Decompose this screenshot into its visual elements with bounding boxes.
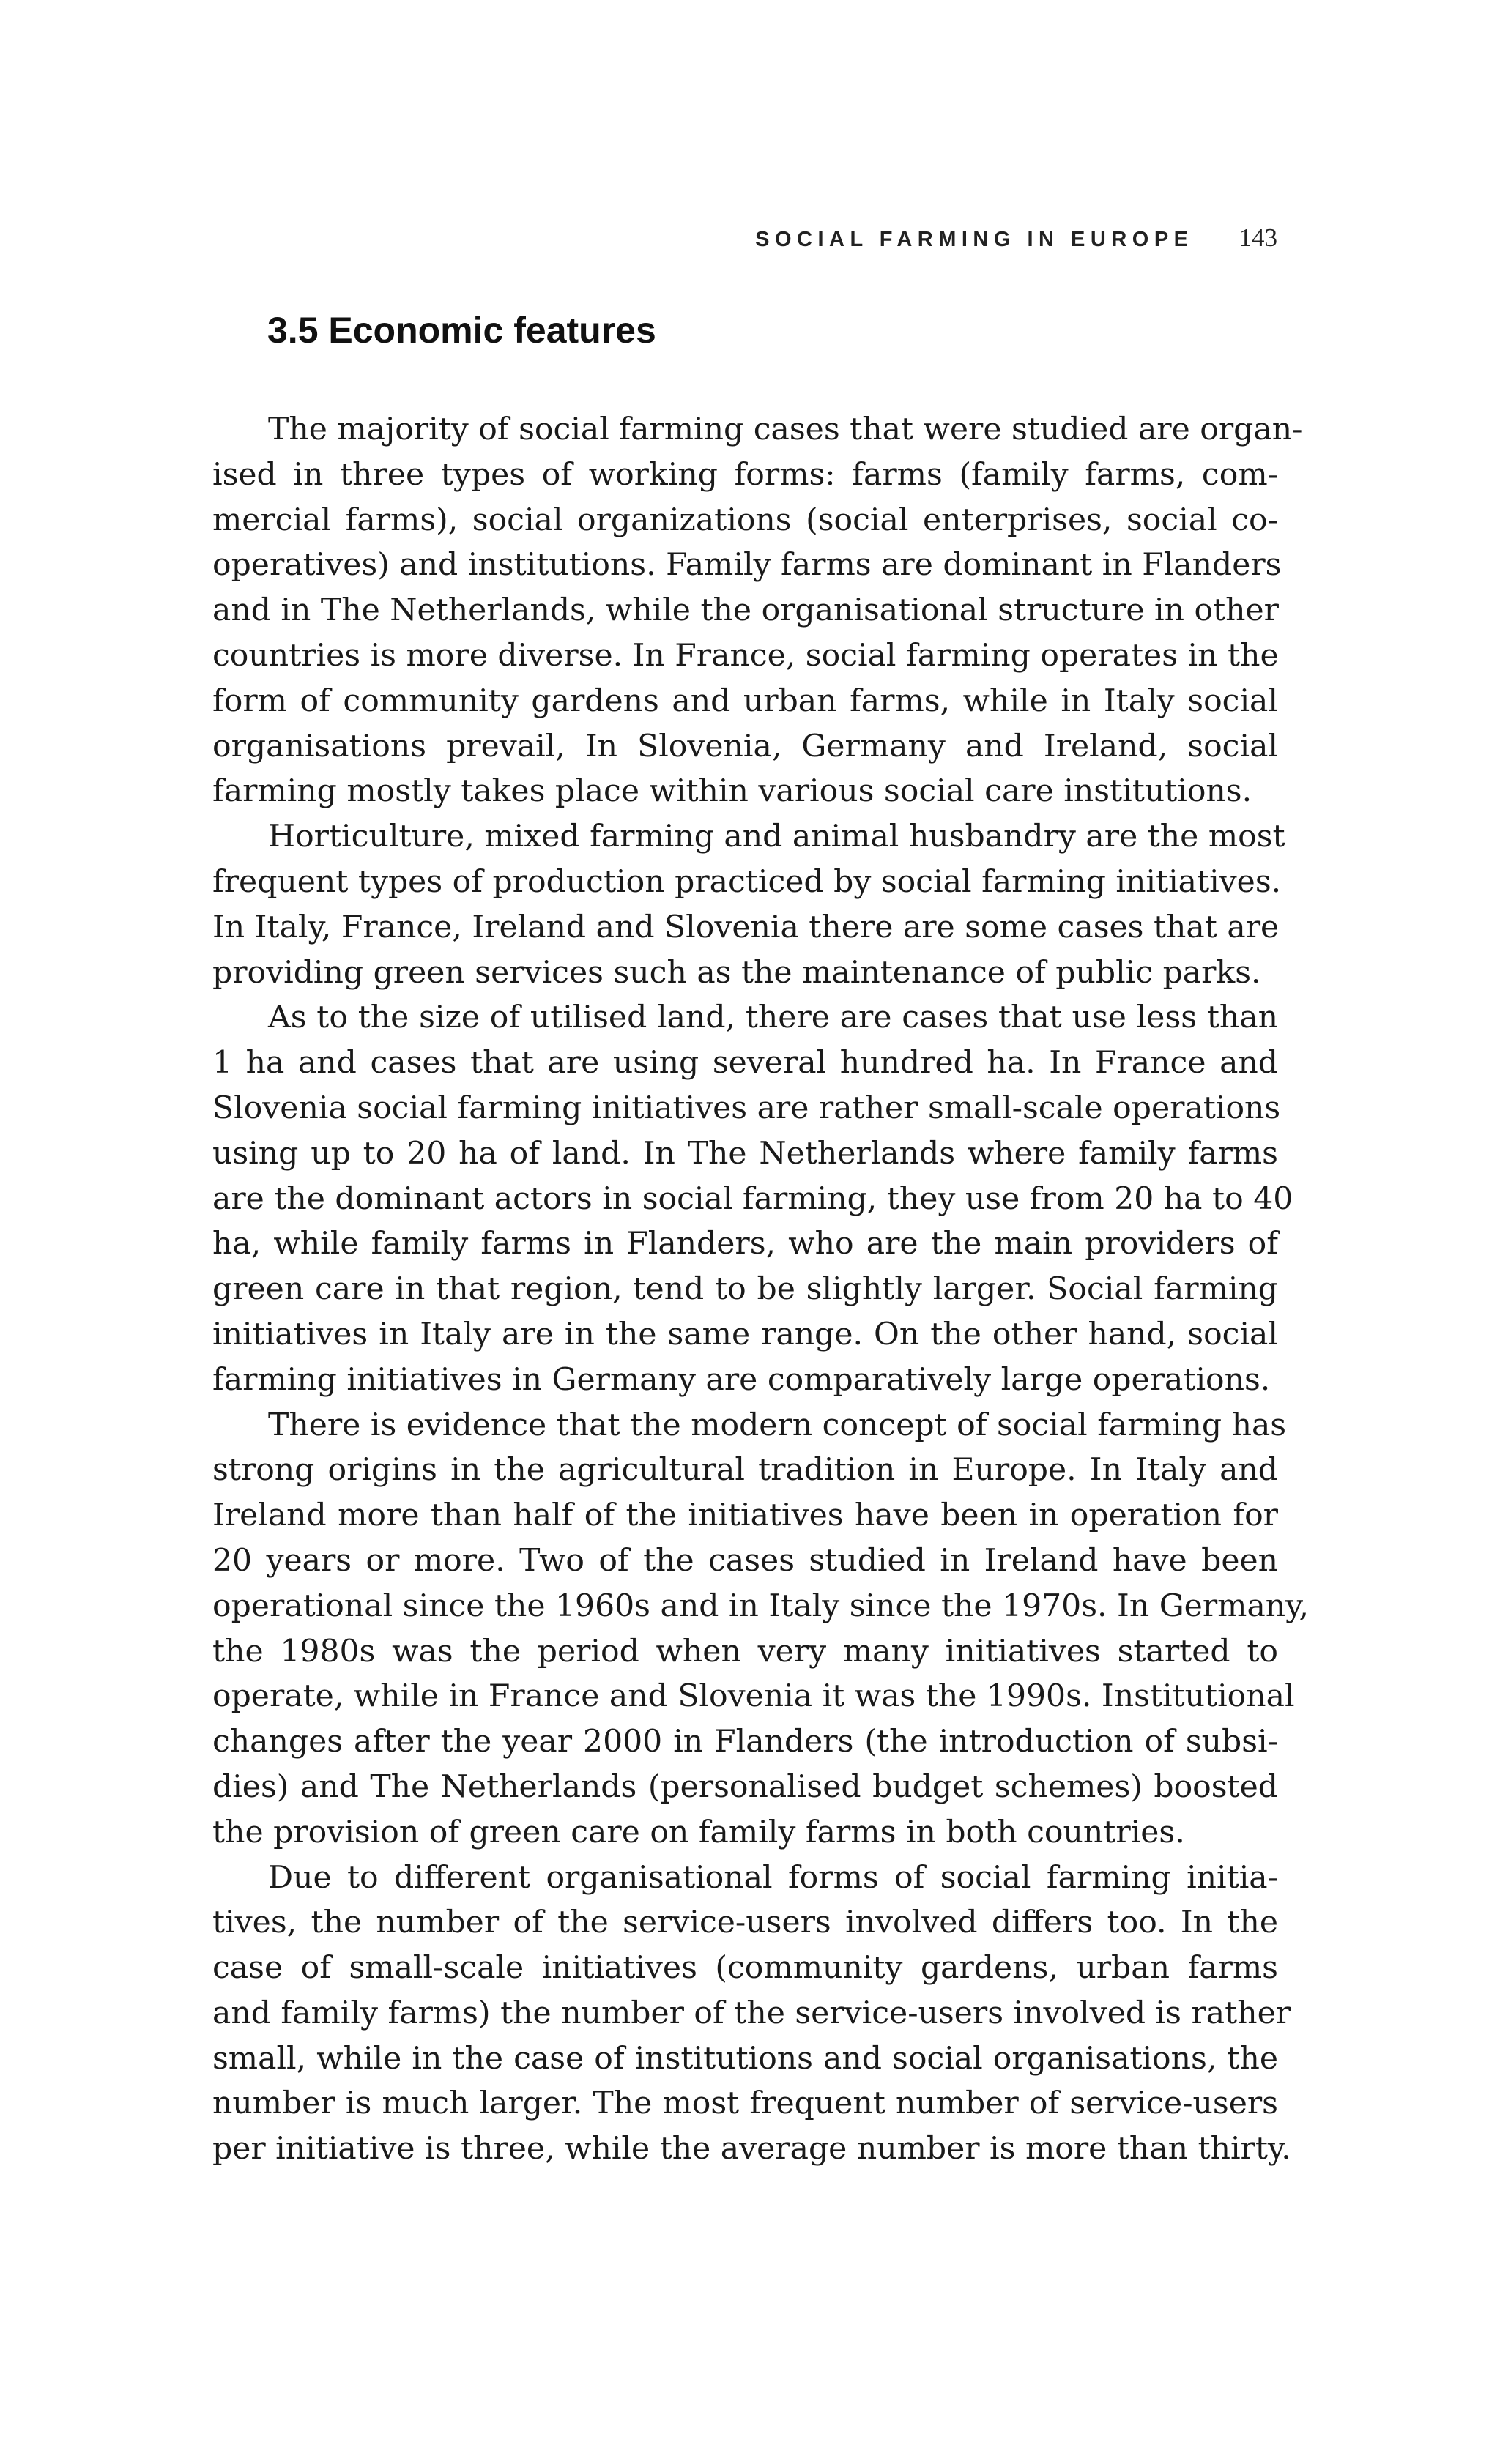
- paragraph: [212, 995, 1293, 1402]
- text-line: operatives) and institutions. Family farms are dominant in Flanders: [212, 547, 1282, 584]
- text-line: Slovenia social farming initiatives are rather small-scale operations: [212, 1090, 1281, 1126]
- running-title: SOCIAL FARMING IN EUROPE: [755, 228, 1194, 251]
- running-header: [732, 223, 1277, 260]
- paragraph: [212, 407, 1303, 814]
- text-line: There is evidence that the modern concept of social farming has: [268, 1407, 1287, 1443]
- paragraph: [212, 1403, 1310, 1856]
- text-line: Ireland more than half of the initiatives have been in operation for: [212, 1497, 1278, 1534]
- text-line: operate, while in France and Slovenia it was the 1990s. Institutional: [212, 1678, 1295, 1715]
- text-line: countries is more diverse. In France, social farming operates in the: [212, 637, 1279, 674]
- text-line: operational since the 1960s and in Italy since the 1970s. In Germany,: [212, 1588, 1310, 1624]
- text-line: small, while in the case of institutions and social organisations, the: [212, 2040, 1278, 2077]
- page-number: 143: [1239, 223, 1277, 252]
- section-heading: 3.5 Economic features: [267, 310, 656, 351]
- text-line: per initiative is three, while the average number is more than thirty.: [212, 2131, 1291, 2167]
- text-line: frequent types of production practiced by social farming initiatives.: [212, 863, 1282, 900]
- text-line: number is much larger. The most frequent number of service-users: [212, 2085, 1278, 2122]
- text-line: using up to 20 ha of land. In The Netherlands where family farms: [212, 1135, 1278, 1172]
- text-line: changes after the year 2000 in Flanders (the introduction of subsi-: [212, 1724, 1278, 1760]
- text-line: 1 ha and cases that are using several hundred ha. In France and: [212, 1045, 1278, 1082]
- paragraph: [212, 1856, 1291, 2173]
- text-line: farming mostly takes place within various social care institutions.: [212, 773, 1252, 810]
- text-line: Horticulture, mixed farming and animal husbandry are the most: [268, 819, 1285, 855]
- body-text: [212, 407, 1310, 2172]
- text-line: are the dominant actors in social farming, they use from 20 ha to 40: [212, 1180, 1293, 1217]
- text-line: mercial farms), social organizations (social enterprises, social co-: [212, 502, 1278, 538]
- paragraph: [212, 814, 1285, 995]
- text-line: strong origins in the agricultural tradition in Europe. In Italy and: [212, 1452, 1278, 1489]
- text-line: ised in three types of working forms: farms (family farms, com-: [212, 456, 1278, 493]
- text-line: the 1980s was the period when very many initiatives started to: [212, 1633, 1278, 1670]
- text-line: farming initiatives in Germany are comparatively large operations.: [212, 1361, 1271, 1398]
- text-line: As to the size of utilised land, there are cases that use less than: [268, 1000, 1278, 1036]
- text-line: providing green services such as the maintenance of public parks.: [212, 954, 1261, 991]
- text-line: tives, the number of the service-users involved differs too. In the: [212, 1905, 1278, 1941]
- text-line: green care in that region, tend to be slightly larger. Social farming: [212, 1271, 1278, 1308]
- text-line: organisations prevail, In Slovenia, Germany and Ireland, social: [212, 728, 1278, 764]
- text-line: Due to different organisational forms of social farming initia-: [268, 1859, 1278, 1896]
- text-line: In Italy, France, Ireland and Slovenia there are some cases that are: [212, 909, 1280, 945]
- text-line: case of small-scale initiatives (community gardens, urban farms: [212, 1950, 1278, 1987]
- text-line: the provision of green care on family farms in both countries.: [212, 1814, 1185, 1850]
- text-line: initiatives in Italy are in the same range. On the other hand, social: [212, 1316, 1278, 1352]
- text-line: and family farms) the number of the service-users involved is rather: [212, 1995, 1291, 2031]
- text-line: ha, while family farms in Flanders, who are the main providers of: [212, 1226, 1278, 1262]
- text-line: form of community gardens and urban farms, while in Italy social: [212, 682, 1278, 719]
- text-line: dies) and The Netherlands (personalised budget schemes) boosted: [212, 1768, 1278, 1805]
- text-line: and in The Netherlands, while the organisational structure in other: [212, 592, 1279, 629]
- text-line: 20 years or more. Two of the cases studied in Ireland have been: [212, 1542, 1278, 1579]
- text-line: The majority of social farming cases that were studied are organ-: [268, 412, 1303, 447]
